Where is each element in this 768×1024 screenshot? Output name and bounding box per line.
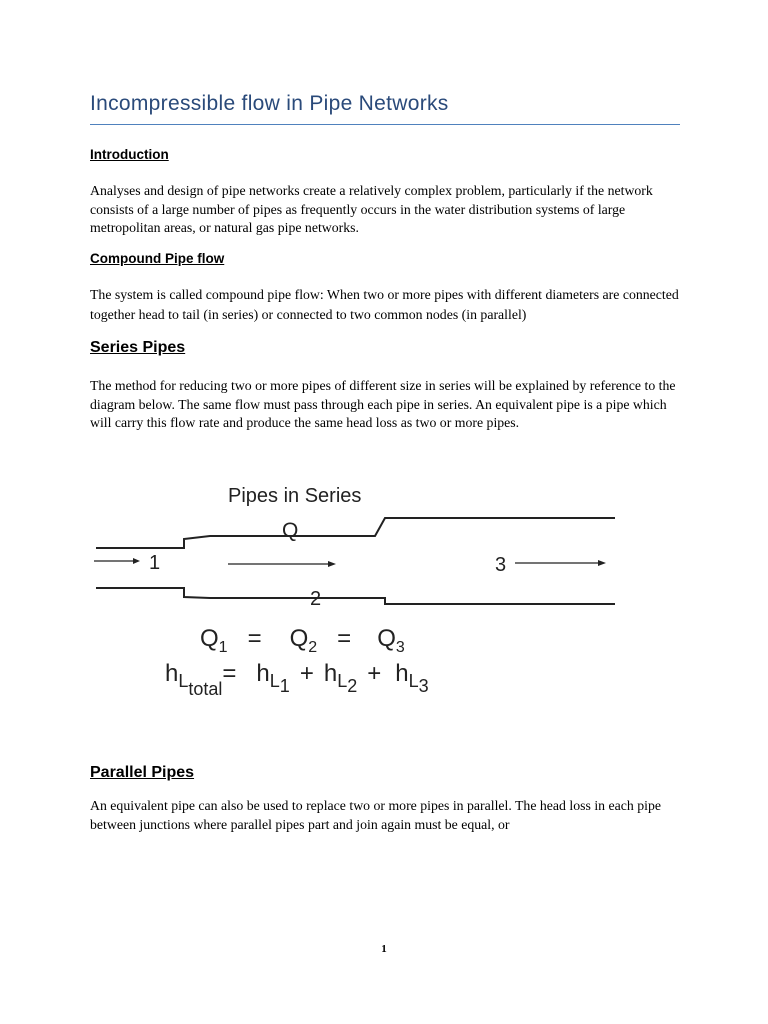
parallel-pipes-heading: Parallel Pipes <box>90 764 195 781</box>
parallel-pipes-paragraph: An equivalent pipe can also be used to replace two or more pipes in parallel. The head loss in each pipe between junctions where parallel pipes part and join again must be equal, or <box>90 798 661 832</box>
pipe-2-arrow-icon <box>328 561 336 567</box>
compound-pipe-flow-paragraph: The system is called compound pipe flow: When two or more pipes with different diameters are connected together head to tail (in series) or connected to two common nodes (in parallel) <box>90 287 679 322</box>
pipe-outline <box>96 518 615 604</box>
inlet-arrow-icon <box>133 558 140 564</box>
pipe-label-1: 1 <box>149 552 161 574</box>
outlet-arrow-icon <box>598 560 606 566</box>
pipes-in-series-diagram <box>90 470 630 715</box>
diagram-title: Pipes in Series <box>228 485 362 507</box>
title-underline <box>90 124 680 125</box>
equation-head-loss: $h_{Ltotal}= h_{L1} + h_{L2} + h_{L3}$ <box>165 660 429 699</box>
introduction-heading: Introduction <box>90 147 169 162</box>
pipe-label-3: 3 <box>495 554 507 576</box>
compound-pipe-flow-heading: Compound Pipe flow <box>90 251 225 266</box>
series-pipes-paragraph: The method for reducing two or more pipes of different size in series will be explained by reference to the diagram below. The same flow must pass through each pipe in series. An equivalent pipe is a pipe which will carry this flow rate and produce the same head loss as two or more pipes. <box>90 378 676 430</box>
page-title: Incompressible flow in Pipe Networks <box>90 92 449 115</box>
flow-label-q: Q <box>282 519 299 542</box>
pipe-label-2: 2 <box>310 588 322 610</box>
page-number: 1 <box>381 943 387 955</box>
introduction-paragraph: Analyses and design of pipe networks create a relatively complex problem, particularly if the network consists of a large number of pipes as frequently occurs in the water distribution systems of large metropolitan areas, or natural gas pipe networks. <box>90 183 653 235</box>
series-pipes-heading: Series Pipes <box>90 339 186 356</box>
equation-flow: $Q_1 = Q_2 = Q_3$ <box>200 625 405 656</box>
